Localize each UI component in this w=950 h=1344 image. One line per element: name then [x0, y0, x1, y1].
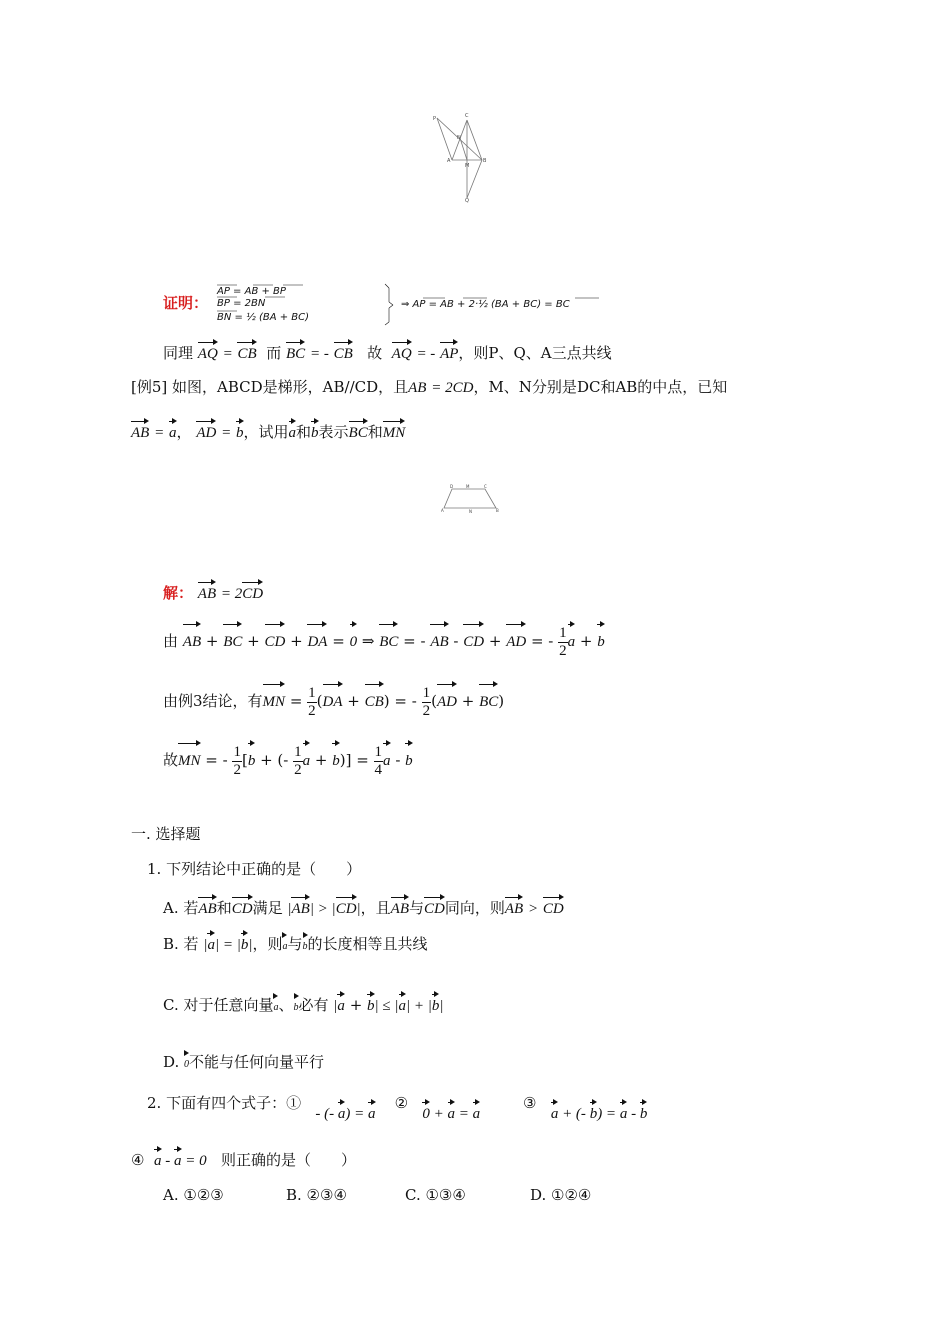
q1-option-c: C. 对于任意向量a、b必有 |a + b| ≤ |a| + |b| [163, 992, 444, 1019]
trapezoid-figure [440, 484, 502, 514]
q2-option-a: A. ①②③ [163, 1186, 224, 1204]
fig2-label: B [496, 508, 499, 513]
fig1-label: P [433, 116, 437, 122]
q2-option-b: B. ②③④ [286, 1186, 347, 1204]
fig1-label: Q [465, 198, 469, 204]
q1-option-a: A. 若AB和CD满足 |AB| > |CD|，且AB与CD同向，则AB > CD [163, 895, 564, 920]
q2-option-c: C. ①③④ [405, 1186, 466, 1204]
q2-stem: 2. 下面有四个式子：① - (- a) = a ② 0 + a = a ③ a + (- b) = a - b [147, 1090, 647, 1115]
svg-text:AP = AB + BP: AP = AB + BP [217, 286, 286, 297]
svg-text:BP = 2BN: BP = 2BN [217, 298, 266, 309]
fig2-label: N [469, 509, 472, 514]
fig2-label: C [484, 484, 487, 489]
svg-text:BN = ½ (BA + BC): BN = ½ (BA + BC) [217, 312, 310, 323]
q1-stem: 1. 下列结论中正确的是（ ） [147, 860, 362, 878]
example5-line2: AB = a， AD = b，试用a和b表示BC和MN [131, 419, 405, 444]
proof-brace-system [215, 282, 725, 326]
fig1-label: N [457, 135, 461, 141]
solution-line1: 解： AB = 2CD [163, 580, 263, 605]
q1-option-b: B. 若 |a| = |b|，则a与b的长度相等且共线 [163, 931, 428, 958]
fig2-label: A [441, 508, 444, 513]
fig2-label: M [466, 484, 470, 489]
fig1-label: M [465, 163, 470, 169]
q1-option-d: D. 0不能与任何向量平行 [163, 1051, 324, 1076]
q2-option-d: D. ①②④ [530, 1186, 592, 1204]
section-title: 一. 选择题 [131, 825, 201, 843]
fig2-label: D [450, 484, 454, 489]
svg-text:⇒ AP = AB + 2·½ (BA + BC) = BC: ⇒ AP = AB + 2·½ (BA + BC) = BC [401, 299, 570, 310]
fig1-label: A [447, 158, 451, 164]
proof-label: 证明： [163, 294, 209, 312]
solution-line3: 由例3结论，有MN = $\frac{1}{2}$ (DA + CB) = - $\frac{1}{2}$ (AD + BC) [163, 682, 504, 720]
q2-line4: ④ a - a = 0 则正确的是（ ） [131, 1147, 356, 1172]
similarly-line: 同理 AQ = CB 而 BC = - CB 故 AQ = - AP，则P、Q、A三点共线 [163, 340, 612, 365]
example5-line1: [例5] 如图，ABCD是梯形，AB//CD，且AB = 2CD，M、N分别是DC和AB的中点，已知 [131, 378, 728, 396]
fig1-label: B [483, 158, 487, 164]
solution-line2: 由 AB + BC + CD + DA = 0 ⇒ BC = - AB - CD + AD = - $\frac{1}{2}$ a + b [163, 622, 605, 660]
geometry-figure-1 [430, 112, 490, 204]
solution-line4: 故MN = - $\frac{1}{2}$ [b + (- $\frac{1}{2}$ a + b)] = $\frac{1}{4}$ a - b [163, 741, 413, 779]
fig1-label: C [465, 113, 469, 119]
